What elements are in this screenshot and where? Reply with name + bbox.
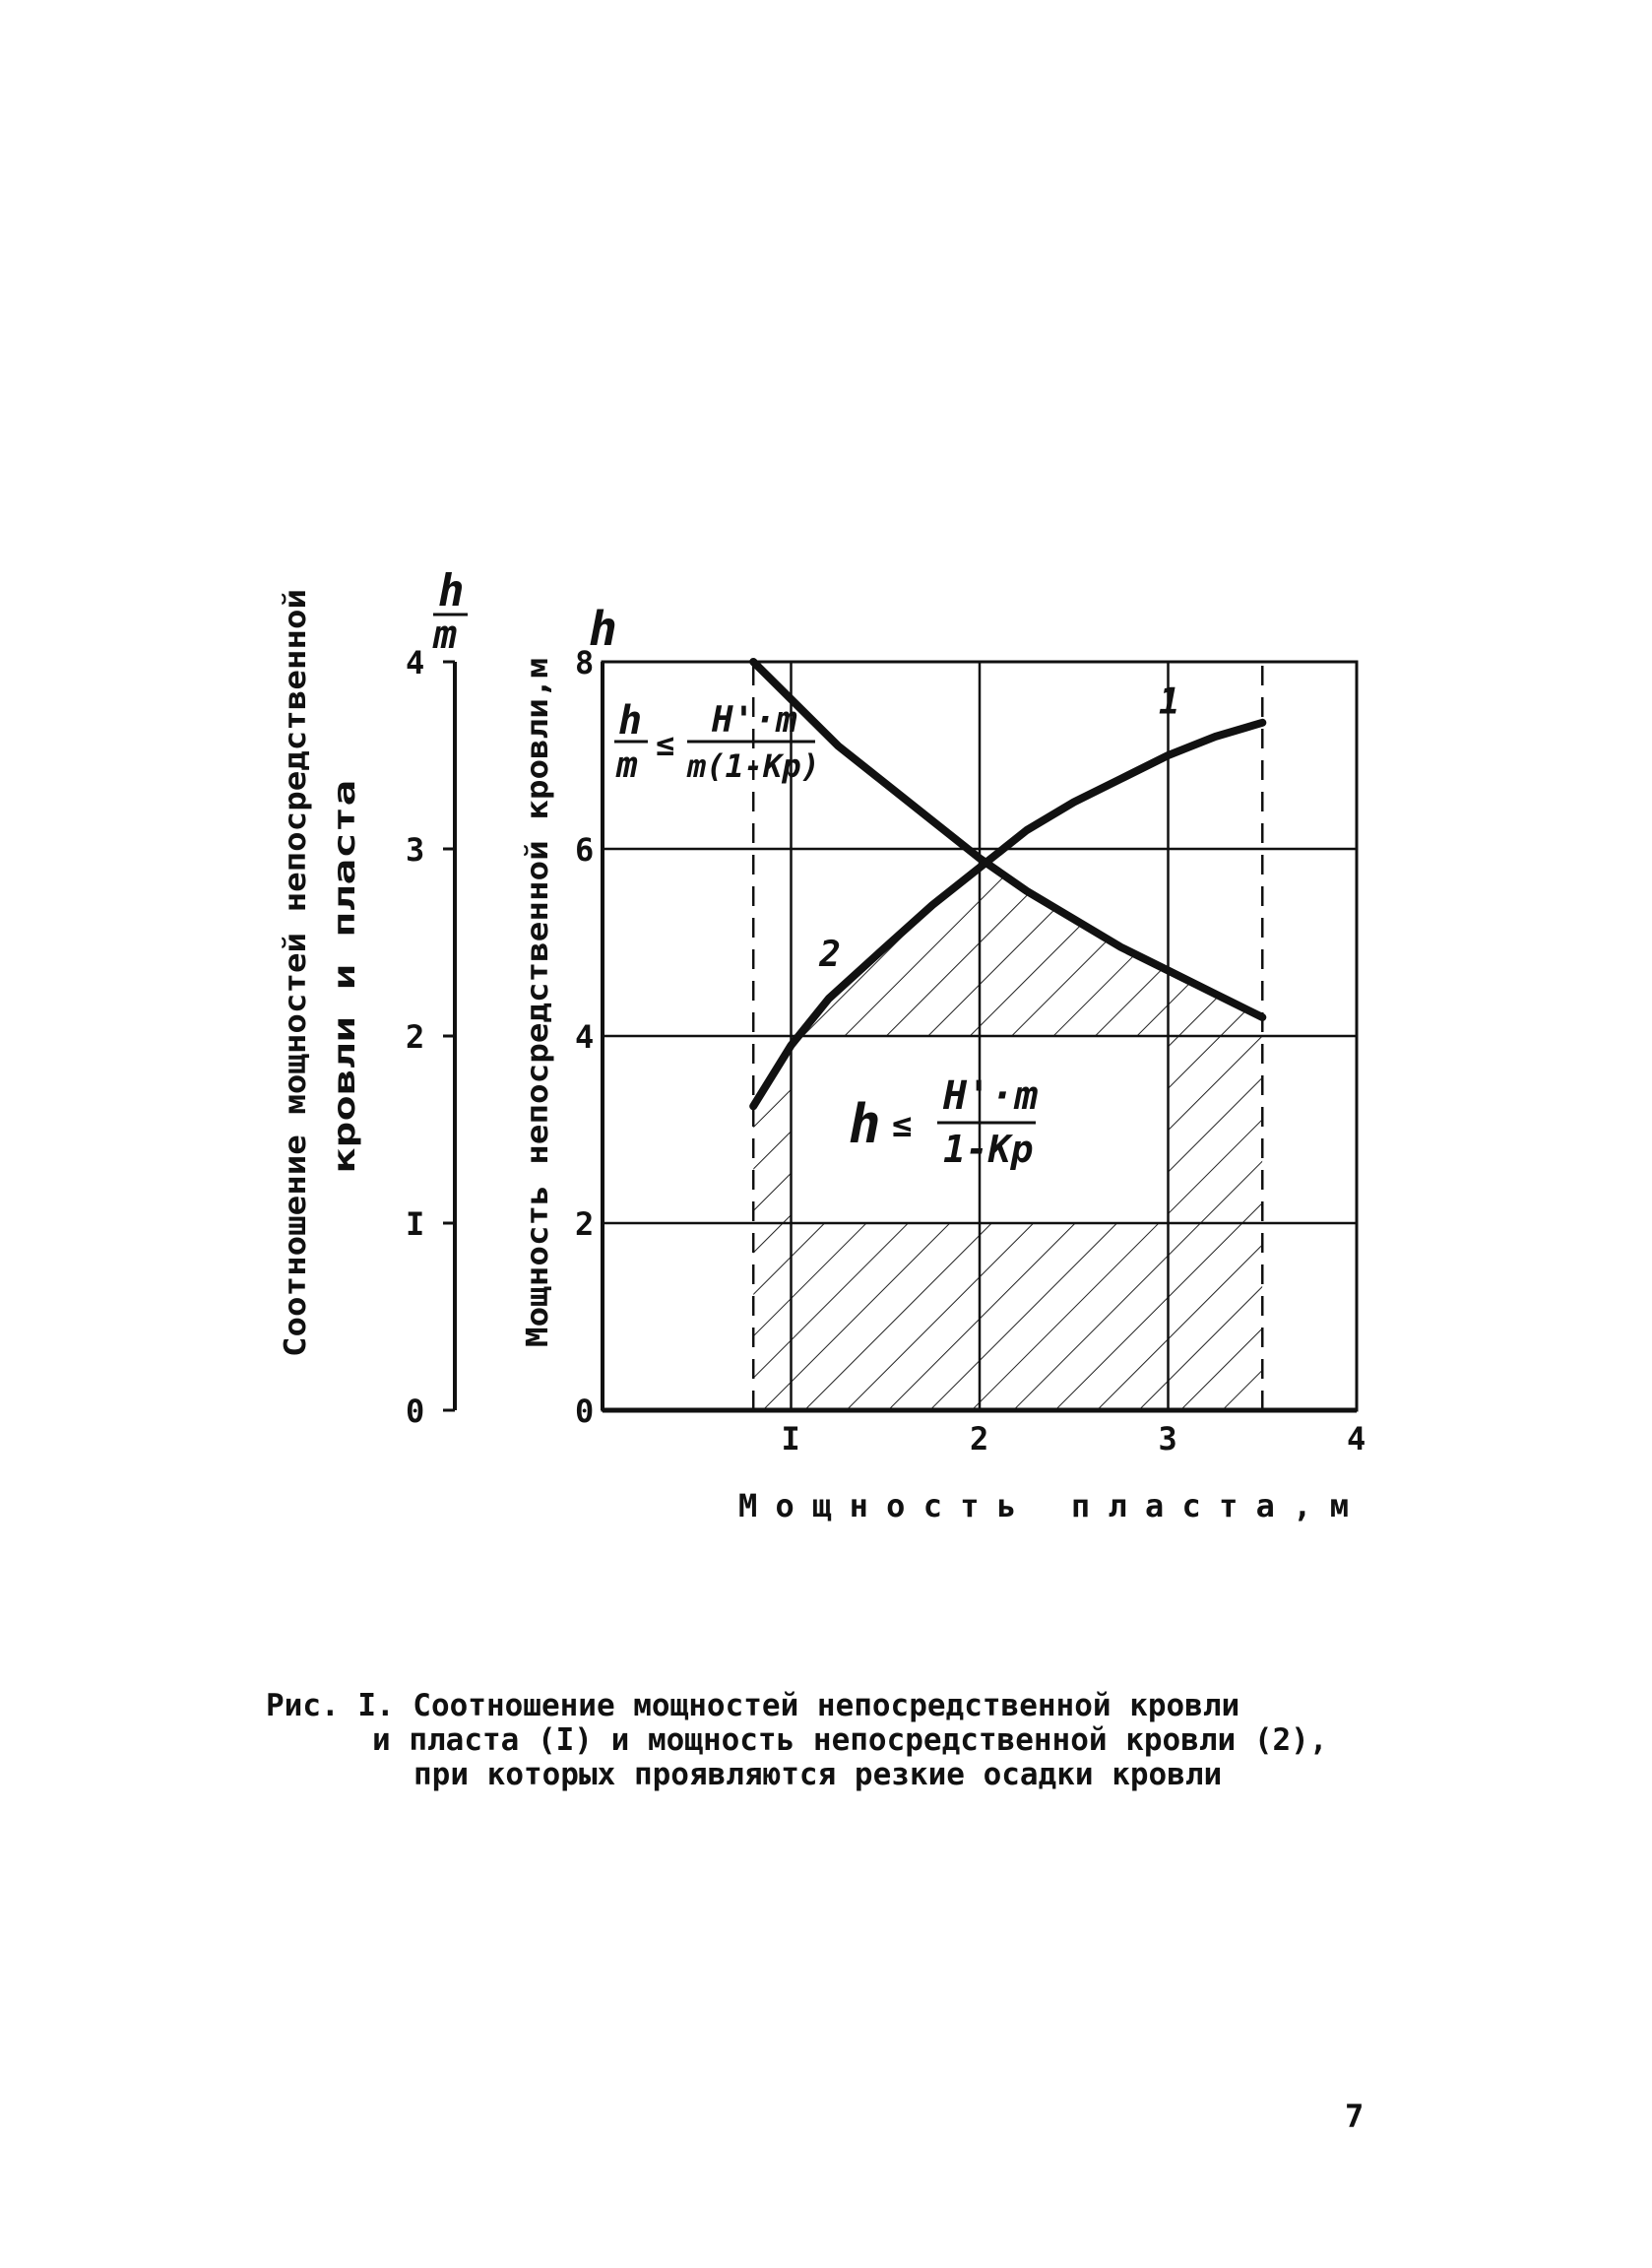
y-tick-label-8: 8 (575, 644, 595, 681)
formula2-rhs-den: 1-Kp (943, 1128, 1034, 1171)
series-label-1: 1 (1158, 681, 1180, 723)
formula1-lhs-den: m (616, 745, 638, 786)
y-left-tick-label-I: I (406, 1205, 425, 1243)
formula1-lhs-num: h (618, 698, 643, 744)
y-left-tick-label-4: 4 (406, 644, 425, 681)
y-left-symbol-den: m (433, 613, 458, 658)
formula1-relation: ≤ (656, 726, 675, 763)
y-right-symbol: h (589, 602, 617, 657)
x-tick-label-4: 4 (1347, 1420, 1366, 1458)
formula2-relation: ≤ (892, 1106, 913, 1145)
y-left-tick-label-0: 0 (406, 1393, 425, 1430)
y-tick-label-4: 4 (575, 1018, 595, 1056)
x-title: Мощность пласта,м (738, 1487, 1349, 1524)
y-tick-label-0: 0 (575, 1393, 595, 1430)
y-left-title-line-2: кровли и пласта (328, 907, 362, 1174)
caption-line-2: и пласта (I) и мощность непосредственной кровли (2), (372, 1722, 1328, 1758)
x-tick-label-3: 3 (1158, 1420, 1177, 1458)
y-left-title-line-1: Соотношение мощностей непосредственной (279, 680, 313, 1357)
caption-line-3: при которых проявляются резкие осадки кровли (413, 1757, 1223, 1792)
series-label-2: 2 (819, 934, 841, 975)
y-tick-label-6: 6 (575, 831, 595, 869)
page-number: 7 (1345, 2098, 1365, 2135)
y-left-symbol-num: h (438, 566, 465, 616)
caption-line-1: Рис. I. Соотношение мощностей непосредственной кровли (266, 1688, 1240, 1723)
formula2-lhs: h (849, 1093, 881, 1155)
x-tick-label-I: I (781, 1420, 800, 1458)
formula2-rhs-num: H'·m (943, 1073, 1039, 1119)
y-right-title: Мощность непосредственной кровли,м (521, 742, 555, 1347)
y-left-tick-label-2: 2 (406, 1018, 425, 1056)
figure-caption (266, 1689, 1447, 1792)
y-tick-label-2: 2 (575, 1205, 595, 1243)
x-tick-label-2: 2 (970, 1420, 989, 1458)
y-left-tick-label-3: 3 (406, 831, 425, 869)
formula1-rhs-den: m(1-Kp) (687, 747, 820, 785)
formula1-rhs-num: H'·m (712, 700, 797, 741)
